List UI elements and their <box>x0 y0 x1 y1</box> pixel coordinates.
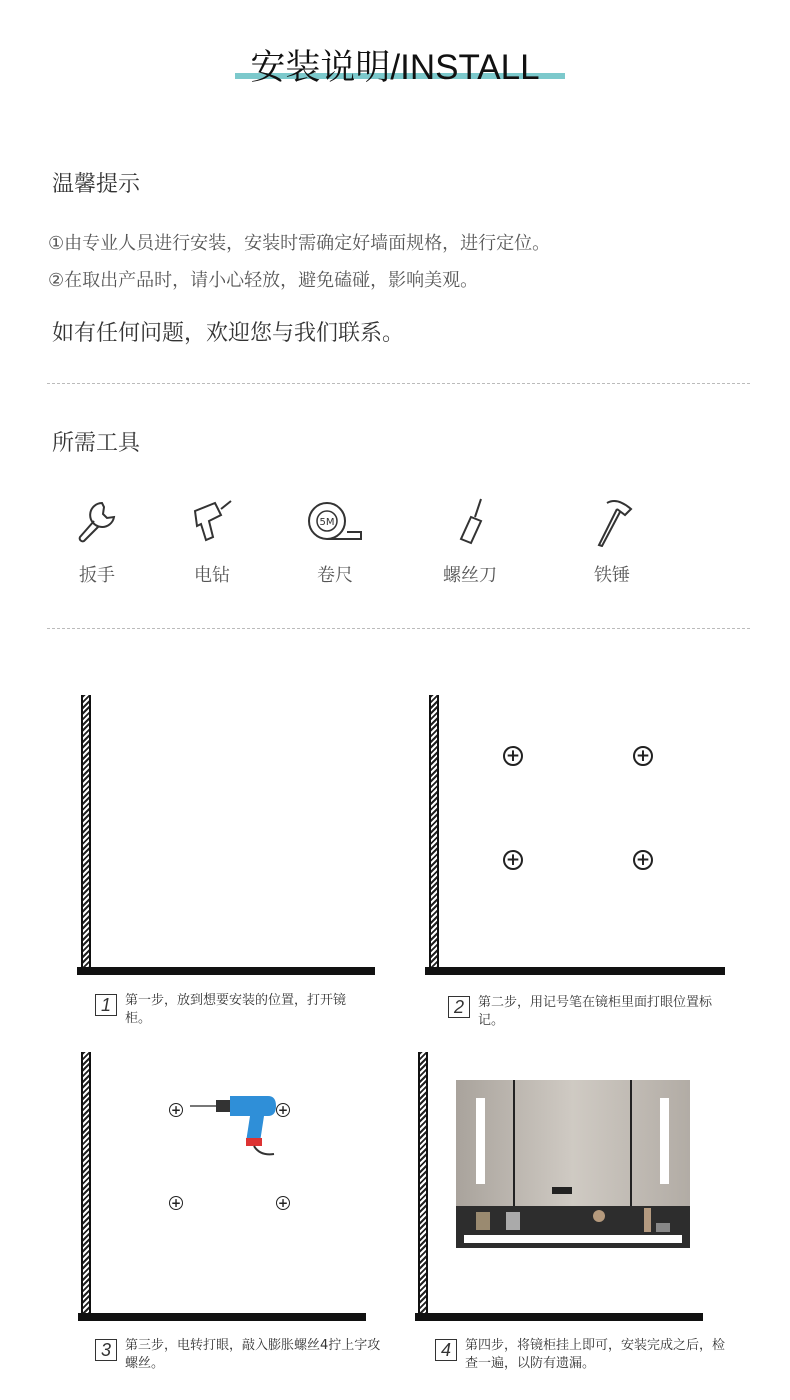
electric-drill-image <box>188 1088 283 1158</box>
tool-label: 螺丝刀 <box>443 565 497 586</box>
mark-plus-icon: + <box>170 1103 182 1117</box>
step-text: 第二步，用记号笔在镜柜里面打眼位置标记。 <box>478 995 713 1028</box>
mark-plus-icon: + <box>170 1196 182 1210</box>
step-text: 第一步，放到想要安装的位置，打开镜柜。 <box>125 993 347 1026</box>
screwdriver-icon <box>445 497 495 547</box>
step-text: 第四步，将镜柜挂上即可，安装完成之后，检查一遍，以防有遗漏。 <box>465 1338 726 1371</box>
step-text: 第三步，电转打眼，敲入膨胀螺丝4拧上字攻螺丝。 <box>125 1338 381 1371</box>
tape-measure-icon <box>305 497 365 547</box>
tool-hammer <box>562 497 662 587</box>
floor-diagram <box>78 1313 366 1321</box>
mark-plus-icon: + <box>277 1103 289 1117</box>
tool-tape-measure <box>285 497 385 587</box>
page-title: 安装说明/INSTALL <box>250 48 540 87</box>
tool-label: 电钻 <box>194 565 230 586</box>
step-caption-1 <box>95 992 365 1028</box>
tool-screwdriver <box>420 497 520 587</box>
wall-diagram <box>81 1052 91 1314</box>
mark-plus-icon: + <box>633 746 653 766</box>
tips-heading: 温馨提示 <box>52 172 141 197</box>
floor-diagram <box>425 967 725 975</box>
svg-text:5M: 5M <box>319 517 335 528</box>
floor-diagram <box>77 967 375 975</box>
tool-wrench <box>47 497 147 587</box>
mark-plus-icon: + <box>633 850 653 870</box>
wall-diagram <box>81 695 91 970</box>
mark-plus-icon: + <box>503 746 523 766</box>
step-caption-4 <box>435 1337 725 1373</box>
step-number: 1 <box>95 994 117 1016</box>
tool-label: 扳手 <box>79 565 115 586</box>
tools-heading: 所需工具 <box>52 431 141 456</box>
tool-drill <box>162 497 262 587</box>
step-number: 4 <box>435 1339 457 1361</box>
contact-text: 如有任何问题，欢迎您与我们联系。 <box>52 321 405 346</box>
tip-line-1: ①由专业人员进行安装，安装时需确定好墙面规格，进行定位。 <box>48 233 551 254</box>
step-number: 3 <box>95 1339 117 1361</box>
tip-line-2: ②在取出产品时，请小心轻放，避免磕碰，影响美观。 <box>48 270 479 291</box>
wall-diagram <box>429 695 439 970</box>
tool-label: 卷尺 <box>317 565 353 586</box>
wall-diagram <box>418 1052 428 1314</box>
floor-diagram <box>415 1313 703 1321</box>
divider <box>47 383 750 384</box>
wrench-icon <box>72 497 122 547</box>
mark-plus-icon: + <box>503 850 523 870</box>
divider <box>47 628 750 629</box>
step-caption-3 <box>95 1337 385 1373</box>
mirror-cabinet-image <box>456 1080 690 1248</box>
drill-icon <box>187 497 237 547</box>
tool-label: 铁锤 <box>594 565 630 586</box>
mark-plus-icon: + <box>277 1196 289 1210</box>
step-number: 2 <box>448 996 470 1018</box>
step-caption-2 <box>448 994 718 1030</box>
hammer-icon <box>587 497 637 547</box>
